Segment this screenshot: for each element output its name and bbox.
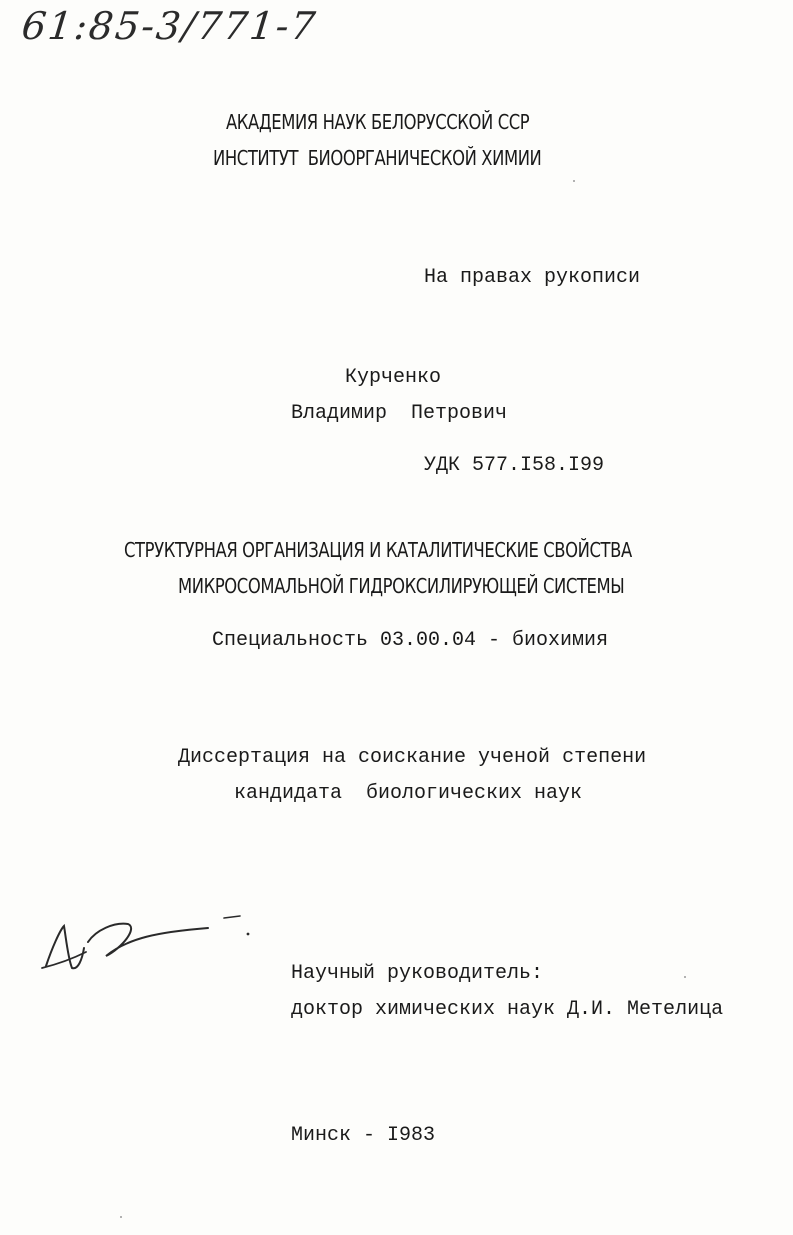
supervisor-label: Научный руководитель: xyxy=(291,962,544,985)
author-given-names: Владимир Петрович xyxy=(291,402,508,425)
handwritten-signature-icon xyxy=(38,908,258,978)
place-and-year: Минск - I983 xyxy=(291,1124,436,1147)
dissertation-title-line-2: МИКРОСОМАЛЬНОЙ ГИДРОКСИЛИРУЮЩЕЙ СИСТЕМЫ xyxy=(178,574,625,598)
dissertation-degree-line-1: Диссертация на соискание ученой степени xyxy=(178,746,647,769)
archive-catalog-number: 61:85-3/771-7 xyxy=(19,4,320,48)
academy-name: АКАДЕМИЯ НАУК БЕЛОРУССКОЙ ССР xyxy=(226,110,530,134)
paper-speck xyxy=(684,976,686,978)
dissertation-degree-line-2: кандидата биологических наук xyxy=(234,782,583,805)
institute-name: ИНСТИТУТ БИООРГАНИЧЕСКОЙ ХИМИИ xyxy=(213,146,542,170)
paper-speck xyxy=(120,1216,122,1218)
paper-speck xyxy=(573,180,575,182)
author-surname: Курченко xyxy=(345,366,442,389)
manuscript-rights-note: На правах рукописи xyxy=(424,266,641,289)
specialty: Специальность 03.00.04 - биохимия xyxy=(212,629,609,652)
supervisor-name: доктор химических наук Д.И. Метелица xyxy=(291,998,724,1021)
udc-code: УДК 577.I58.I99 xyxy=(424,454,605,477)
dissertation-title-line-1: СТРУКТУРНАЯ ОРГАНИЗАЦИЯ И КАТАЛИТИЧЕСКИЕ СВОЙСТВА xyxy=(124,538,632,562)
